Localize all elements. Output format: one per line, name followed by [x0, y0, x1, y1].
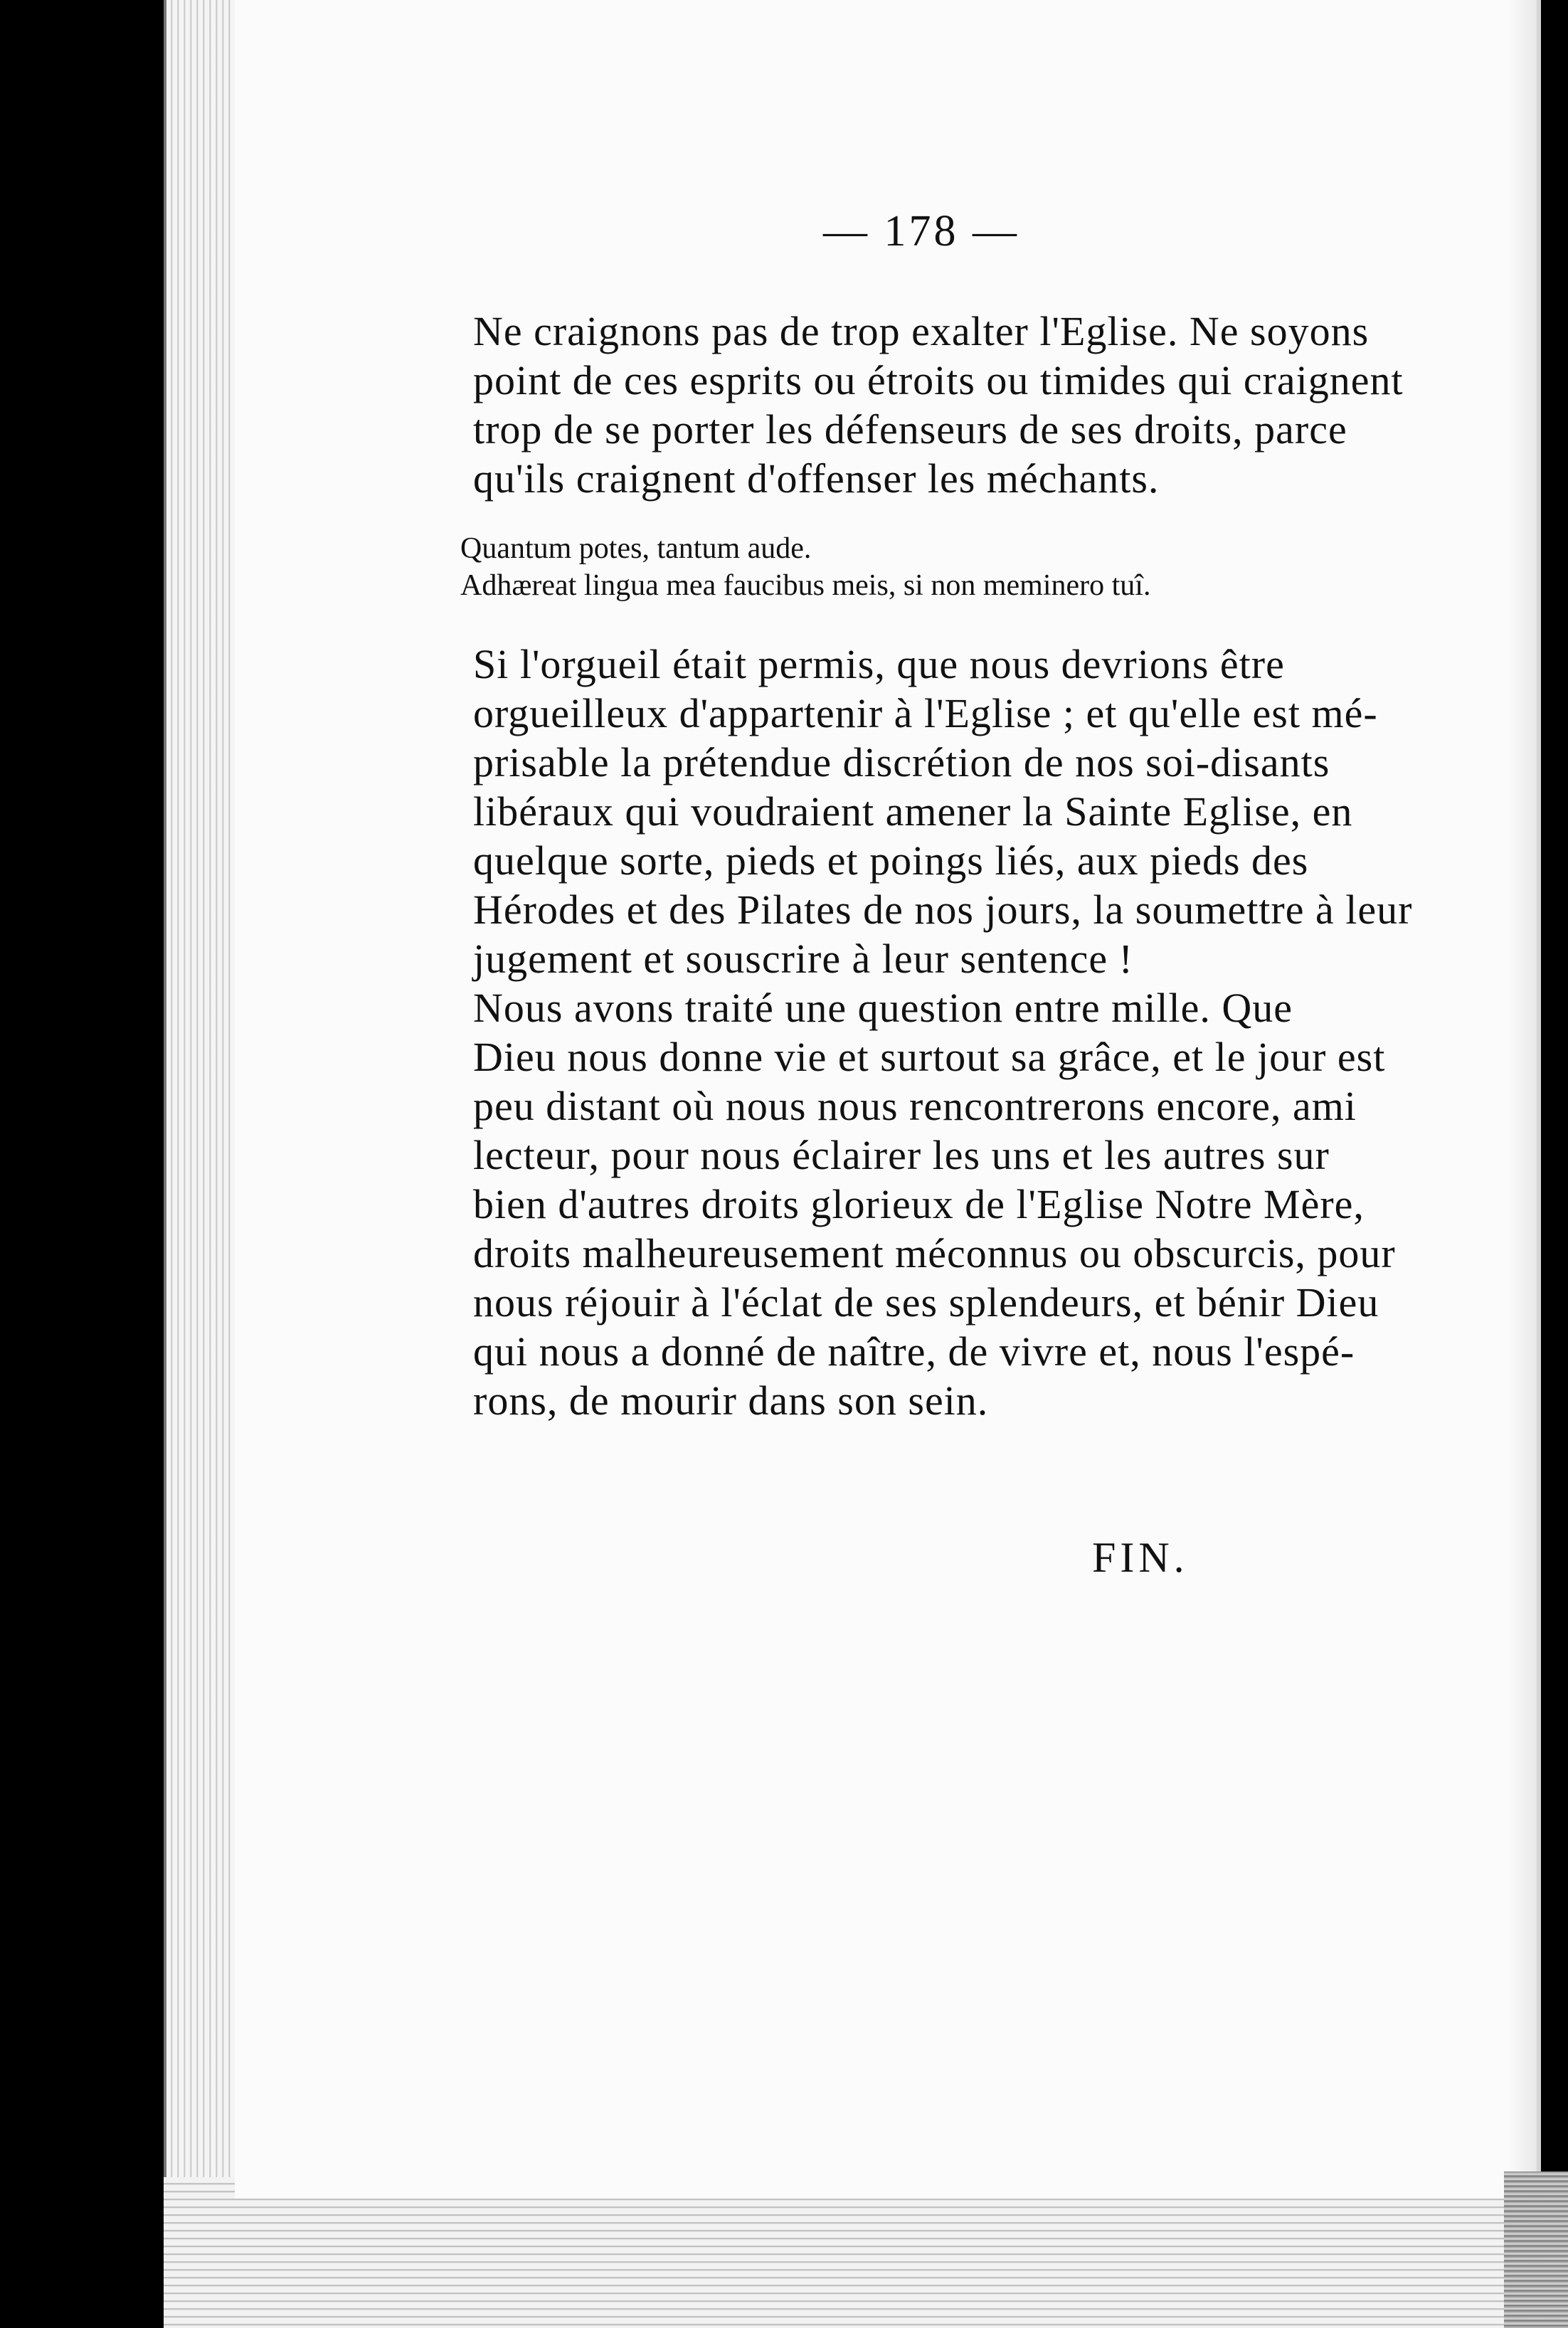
paragraph-3 [423, 983, 1396, 1425]
text-line: Ne craignons pas de trop exalter l'Eglise. Ne soyons [473, 308, 1370, 354]
text-line: Nous avons traité une question entre mille. Que [473, 985, 1293, 1031]
text-line: orgueilleux d'appartenir à l'Eglise ; et qu'elle est mé- [473, 690, 1378, 736]
text-line: qu'ils craignent d'offenser les méchants. [473, 455, 1160, 502]
text-line: jugement et souscrire à leur sentence ! [473, 936, 1133, 982]
page-number: — 178 — [823, 207, 1019, 255]
book-page [235, 0, 1541, 2199]
page-text-block [423, 206, 1413, 1425]
quote-line: Quantum potes, tantum aude. [460, 532, 812, 565]
book-page-edges-bottom [164, 2177, 1551, 2328]
text-line: prisable la prétendue discrétion de nos soi-disants [473, 739, 1330, 785]
text-line: Hérodes et des Pilates de nos jours, la soumettre à leur [473, 887, 1413, 933]
latin-quotation [460, 530, 1377, 604]
text-line: qui nous a donné de naître, de vivre et, nous l'espé- [473, 1328, 1355, 1375]
text-line: libéraux qui voudraient amener la Sainte Eglise, en [473, 788, 1353, 835]
text-line: Si l'orgueil était permis, que nous devrions être [473, 641, 1285, 687]
page-gutter-shade [1508, 0, 1537, 2199]
text-line: trop de se porter les défenseurs de ses droits, parce [473, 406, 1347, 453]
scanner-edge [1504, 2171, 1568, 2328]
quote-line: Adhæreat lingua mea faucibus meis, si non meminero tuî. [460, 569, 1151, 602]
text-line: droits malheureusement méconnus ou obscurcis, pour [473, 1230, 1396, 1276]
text-line: lecteur, pour nous éclairer les uns et les autres sur [473, 1132, 1330, 1178]
text-line: rons, de mourir dans son sein. [473, 1377, 989, 1424]
text-line: peu distant où nous nous rencontrerons encore, ami [473, 1083, 1357, 1129]
text-line: quelque sorte, pieds et poings liés, aux pieds des [473, 837, 1309, 884]
text-line: bien d'autres droits glorieux de l'Eglise Notre Mère, [473, 1181, 1365, 1227]
text-line: nous réjouir à l'éclat de ses splendeurs, et bénir Dieu [473, 1279, 1379, 1326]
paragraph-2 [423, 640, 1413, 983]
text-line: point de ces esprits ou étroits ou timides qui craignent [473, 357, 1404, 403]
end-mark: FIN. [1092, 1534, 1189, 1581]
text-line: Dieu nous donne vie et surtout sa grâce, et le jour est [473, 1034, 1386, 1080]
paragraph-1 [423, 307, 1404, 503]
